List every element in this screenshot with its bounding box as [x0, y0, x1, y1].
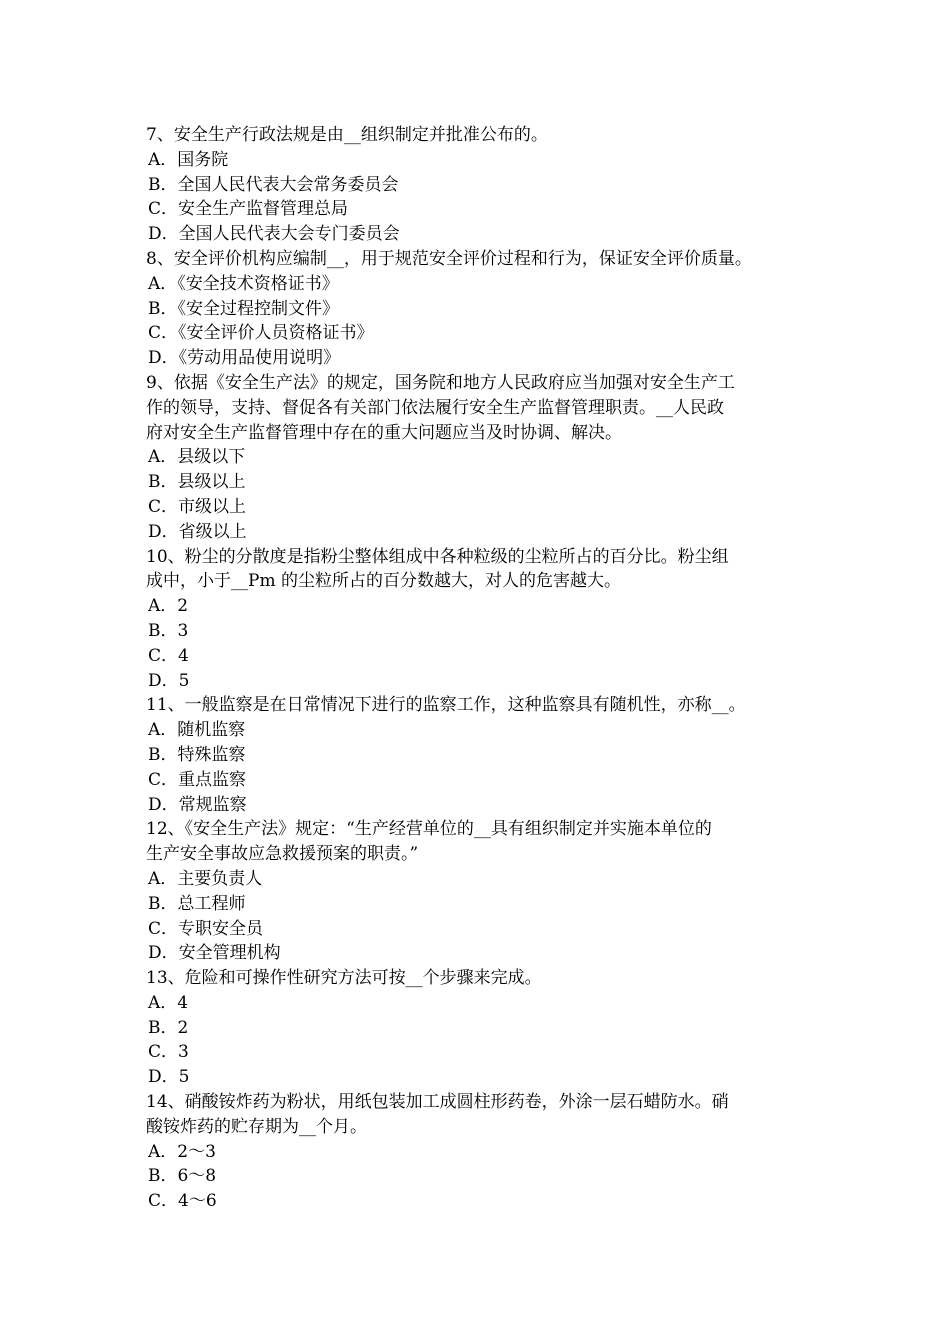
- option-d: D．5: [148, 1067, 190, 1088]
- question-text: 12、《安全生产法》规定：“生产经营单位的__具有组织制定并实施本单位的: [146, 819, 712, 840]
- option-c: C．市级以上: [148, 496, 247, 517]
- question-text: 生产安全事故应急救援预案的职责。”: [146, 844, 419, 865]
- question-text: 作的领导，支持、督促各有关部门依法履行安全生产监督管理职责。__人民政: [146, 397, 724, 418]
- option-b: B．3: [148, 620, 189, 641]
- option-b: B．全国人民代表大会常务委员会: [148, 174, 399, 195]
- option-d: D．5: [148, 670, 190, 691]
- document-page: [146, 123, 826, 1214]
- question-text: 府对安全生产监督管理中存在的重大问题应当及时协调、解决。: [146, 422, 622, 443]
- option-a: A．随机监察: [148, 720, 246, 741]
- question-11: [146, 693, 826, 817]
- option-b: B．特殊监察: [148, 744, 246, 765]
- option-a: A．主要负责人: [148, 868, 263, 889]
- option-b: B．2: [148, 1017, 189, 1038]
- option-c: C．《安全评价人员资格证书》: [148, 323, 374, 344]
- question-8: [146, 247, 826, 371]
- option-c: C．4～6: [148, 1191, 217, 1212]
- option-d: D．安全管理机构: [148, 943, 281, 964]
- question-text: 8、安全评价机构应编制__，用于规范安全评价过程和行为，保证安全评价质量。: [146, 248, 752, 269]
- option-c: C．重点监察: [148, 769, 247, 790]
- question-7: [146, 123, 826, 247]
- option-a: A．县级以下: [148, 447, 246, 468]
- option-b: B．6～8: [148, 1166, 217, 1187]
- option-c: C．3: [148, 1042, 189, 1063]
- question-text: 9、依据《安全生产法》的规定，国务院和地方人民政府应当加强对安全生产工: [146, 372, 735, 393]
- option-c: C．安全生产监督管理总局: [148, 199, 349, 220]
- question-text: 14、硝酸铵炸药为粉状，用纸包装加工成圆柱形药卷，外涂一层石蜡防水。硝: [146, 1092, 729, 1113]
- question-10: [146, 545, 826, 694]
- option-d: D．省级以上: [148, 521, 247, 542]
- option-b: B．《安全过程控制文件》: [148, 298, 339, 319]
- question-12: [146, 817, 826, 966]
- option-c: C．专职安全员: [148, 918, 264, 939]
- question-text: 7、安全生产行政法规是由__组织制定并批准公布的。: [146, 125, 548, 145]
- option-c: C．4: [148, 645, 189, 666]
- option-d: D．全国人民代表大会专门委员会: [148, 224, 400, 245]
- option-a: A．2: [148, 596, 189, 617]
- option-d: D．常规监察: [148, 794, 247, 815]
- question-text: 成中，小于__Pm 的尘粒所占的百分数越大，对人的危害越大。: [146, 571, 621, 592]
- option-b: B．县级以上: [148, 472, 246, 493]
- option-b: B．总工程师: [148, 893, 246, 914]
- question-text: 13、危险和可操作性研究方法可按__个步骤来完成。: [146, 968, 542, 989]
- question-13: [146, 966, 826, 1090]
- question-9: [146, 371, 826, 545]
- option-d: D．《劳动用品使用说明》: [148, 348, 341, 369]
- option-a: A．2～3: [148, 1141, 216, 1162]
- option-a: A．4: [148, 992, 189, 1013]
- question-text: 11、一般监察是在日常情况下进行的监察工作，这种监察具有随机性，亦称__。: [146, 695, 746, 716]
- option-a: A．《安全技术资格证书》: [148, 273, 339, 294]
- question-text: 酸铵炸药的贮存期为__个月。: [146, 1116, 367, 1137]
- question-14: [146, 1090, 826, 1214]
- option-a: A．国务院: [148, 149, 229, 170]
- question-text: 10、粉尘的分散度是指粉尘整体组成中各种粒级的尘粒所占的百分比。粉尘组: [146, 546, 729, 567]
